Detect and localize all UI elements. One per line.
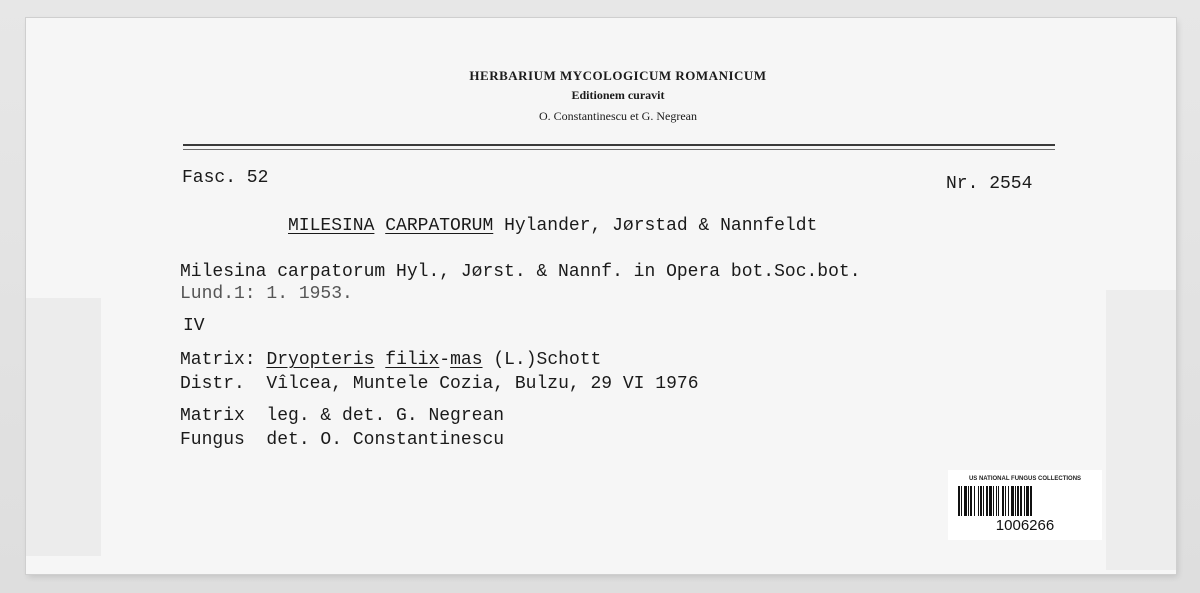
herbarium-subtitle: Editionem curavit <box>571 88 665 102</box>
matrix-genus: Dryopteris <box>266 350 375 370</box>
matrix-label: Matrix: <box>180 350 256 370</box>
fascicle-number: Fasc. 52 <box>182 168 269 188</box>
header-rule-thick <box>183 144 1055 146</box>
fungus-det-label: Fungus <box>180 430 245 450</box>
matrix-author: (L.)Schott <box>493 350 602 370</box>
fungus-det-row <box>180 430 504 450</box>
taxon-name <box>288 216 817 236</box>
collector-row <box>180 406 504 426</box>
taxon-genus: MILESINA <box>288 216 375 236</box>
collector-value: leg. & det. G. Negrean <box>266 406 505 426</box>
barcode-icon <box>958 486 1092 516</box>
spore-stage: IV <box>183 316 205 336</box>
herbarium-title: HERBARIUM MYCOLOGICUM ROMANICUM <box>469 68 767 83</box>
matrix-row: Matrix: Dryopteris filix-mas (L.)Schott <box>180 350 602 370</box>
matrix-species-part2: mas <box>450 350 483 370</box>
distribution-row <box>180 374 699 394</box>
barcode-institution: US NATIONAL FUNGUS COLLECTIONS <box>968 476 1082 482</box>
taxon-authors: Hylander, Jørstad & Nannfeldt <box>504 216 818 236</box>
distribution-label: Distr. <box>180 374 245 394</box>
citation-line-1: Milesina carpatorum Hyl., Jørst. & Nannf. in Opera bot.Soc.bot. <box>180 262 861 282</box>
taxon-epithet: CARPATORUM <box>385 216 494 236</box>
label-header <box>180 66 1056 128</box>
barcode-label <box>948 470 1102 540</box>
exsiccata-number: Nr. 2554 <box>946 174 1033 194</box>
fungus-det-value: det. O. Constantinescu <box>266 430 505 450</box>
herbarium-editors: O. Constantinescu et G. Negrean <box>539 109 697 123</box>
label-edge-right <box>1106 290 1176 570</box>
distribution-value: Vîlcea, Muntele Cozia, Bulzu, 29 VI 1976 <box>266 374 699 394</box>
header-rule-thin <box>183 149 1055 150</box>
matrix-species-part1: filix <box>385 350 440 370</box>
barcode-number: 1006266 <box>995 517 1055 534</box>
collector-label: Matrix <box>180 406 245 426</box>
citation-line-2: Lund.1: 1. 1953. <box>180 284 353 304</box>
label-edge-left <box>26 298 101 556</box>
